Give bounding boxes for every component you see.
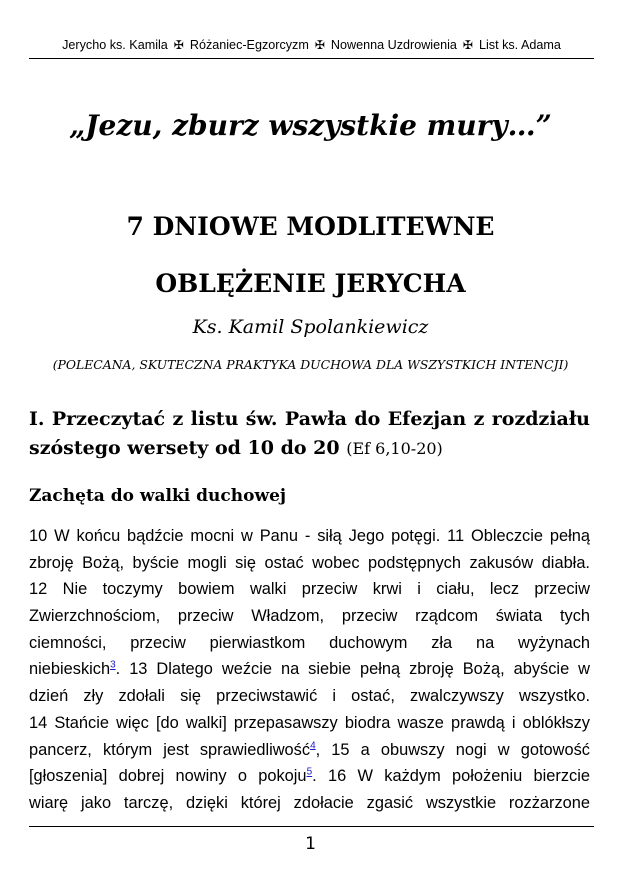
footnote-link[interactable]: 4 — [310, 740, 316, 752]
body-line — [29, 737, 590, 764]
subtitle: (POLECANA, SKUTECZNA PRAKTYKA DUCHOWA DLA WSZYSTKICH INTENCJI) — [52, 357, 569, 372]
body-line: zbroję Bożą, byście mogli się ostać wobec podstępnych zakusów diabła. — [29, 553, 590, 572]
body-line: Zwierzchnościom, przeciw Władzom, przeciw rządcom świata tych — [29, 607, 590, 626]
section-heading-line-2 — [29, 434, 590, 463]
main-title-line-2: OBLĘŻENIE JERYCHA — [155, 269, 466, 298]
page-header — [29, 36, 594, 59]
main-title-line-1: 7 DNIOWE MODLITEWNE — [126, 212, 495, 241]
section-heading-line-1: I. Przeczytać z listu św. Pawła do Efezjan z rozdziału — [29, 408, 590, 430]
header-link-list[interactable]: List ks. Adama — [478, 38, 561, 52]
body-line: 14 Stańcie więc [do walki] przepasawszy biodra wasze prawdą i oblókłszy — [29, 713, 590, 732]
quote-title: „Jezu, zburz wszystkie mury…” — [69, 109, 552, 142]
body-line: 10 W końcu bądźcie mocni w Panu - siłą Jego potęgi. 11 Obleczcie pełną — [29, 527, 590, 545]
main-title — [0, 198, 621, 312]
body-text-segment: pancerz, którym jest sprawiedliwość — [29, 740, 311, 759]
cross-icon: ✠ — [462, 38, 473, 52]
body-text-segment: [głoszenia] dobrej nowiny o pokoju — [29, 767, 307, 786]
header-link-nowenna[interactable]: Nowenna Uzdrowienia — [330, 38, 457, 52]
body-line: 12 Nie toczymy bowiem walki przeciw krwi i ciału, lecz przeciw — [29, 580, 590, 599]
footnote-link[interactable]: 3 — [110, 659, 116, 671]
body-text-segment: . 16 W każdym położeniu bierzcie — [312, 767, 590, 786]
bible-reference: (Ef 6,10-20) — [346, 439, 443, 458]
body-line: ciemności, przeciw pierwiastkom duchowym zła na wyżynach — [29, 633, 590, 652]
cross-icon: ✠ — [173, 38, 184, 52]
footnote-link[interactable]: 5 — [306, 766, 313, 778]
header-link-jerycho[interactable]: Jerycho ks. Kamila — [62, 38, 168, 52]
body-text-segment: , 15 a obuwszy nogi w gotowość — [315, 740, 590, 759]
footer-divider — [29, 826, 594, 827]
body-line: wiarę jako tarczę, dzięki której zdołacie zgasić wszystkie rozżarzone — [29, 793, 590, 812]
body-line — [29, 656, 590, 683]
section-heading-line-2-text: szóstego wersety od 10 do 20 — [29, 437, 340, 459]
body-line: dzień zły zdołali się przeciwstawić i ostać, zwalczywszy wszystko. — [29, 687, 590, 706]
body-line — [29, 763, 590, 790]
page-number: 1 — [305, 834, 316, 854]
author: Ks. Kamil Spolankiewicz — [192, 316, 429, 338]
section-heading — [29, 405, 590, 463]
body-text — [29, 523, 590, 817]
body-text-segment: . 13 Dlatego weźcie na siebie pełną zbroję Bożą, abyście w — [115, 660, 590, 679]
cross-icon: ✠ — [314, 38, 325, 52]
sub-heading: Zachęta do walki duchowej — [29, 486, 287, 506]
header-link-rozaniec[interactable]: Różaniec-Egzorcyzm — [189, 38, 309, 52]
body-text-segment: niebieskich — [29, 660, 111, 679]
